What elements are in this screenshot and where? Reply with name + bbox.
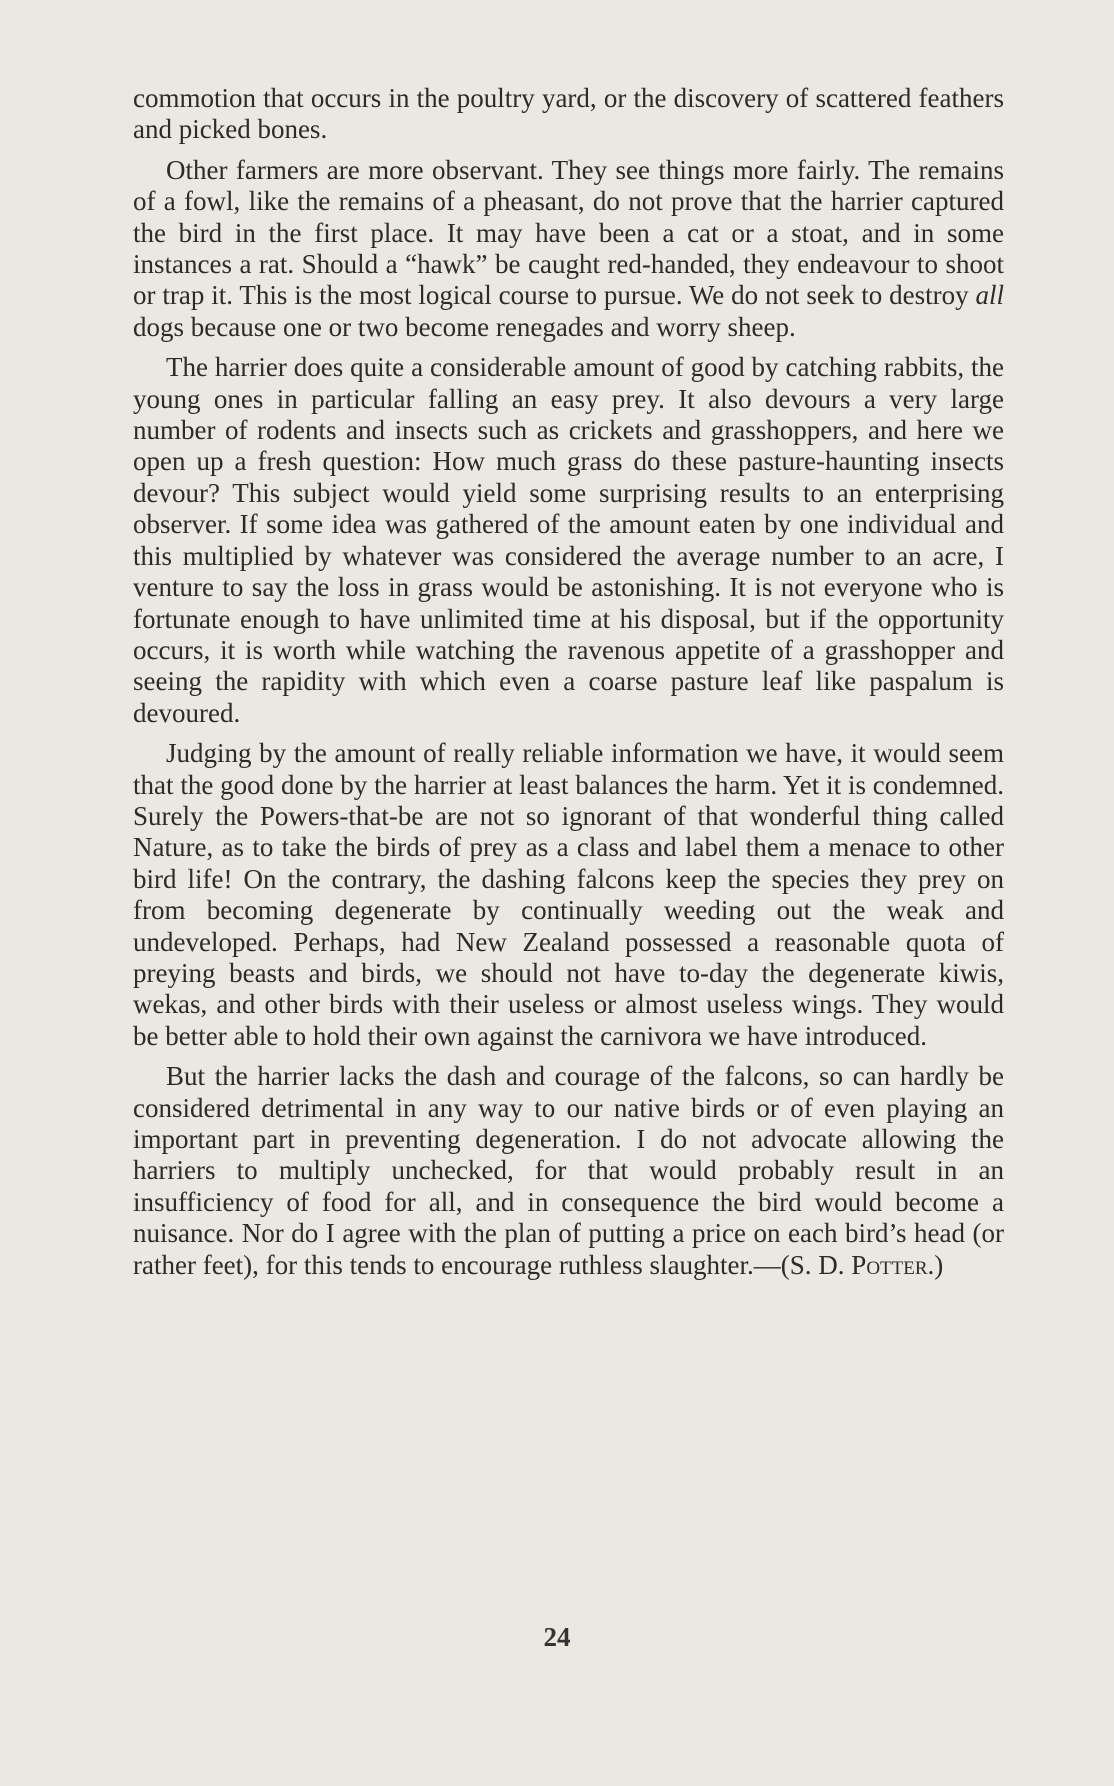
paragraph-5: But the harrier lacks the dash and courage of the falcons, so can hardly be considered detrimental in any way to our native birds or of even playing an important part in preventing degeneration. I do not advocate allowing the harriers to multiply unchecked, for that would probably result in an insufficiency of food for all, and in consequence the bird would become a nuisance. Nor do I agree with the plan of putting a price on each bird’s head (or rather feet), for this tends to encourage ruthless slaughter.—(S. D. Potter.) — [133, 1061, 1004, 1280]
italic-word: all — [975, 280, 1004, 311]
author-name: Potter — [851, 1249, 928, 1280]
page-number: 24 — [543, 1622, 571, 1652]
body-text — [133, 83, 1004, 1281]
paragraph-4: Judging by the amount of really reliable information we have, it would seem that the good done by the harrier at least balances the harm. Yet it is condemned. Surely the Powers-that-be are not so ignorant of that wonderful thing called Nature, as to take the birds of prey as a class and label them a menace to other bird life! On the contrary, the dashing falcons keep the species they prey on from becoming degenerate by continually weeding out the weak and undeveloped. Perhaps, had New Zealand possessed a reasonable quota of preying beasts and birds, we should not have to-day the degenerate kiwis, wekas, and other birds with their useless or almost useless wings. They would be better able to hold their own against the carnivora we have introduced. — [133, 738, 1004, 1051]
paragraph-1: commotion that occurs in the poultry yard, or the discovery of scattered feathers and picked bones. — [133, 83, 1004, 145]
paragraph-3: The harrier does quite a considerable amount of good by catching rabbits, the young ones in particular falling an easy prey. It also devours a very large number of rodents and insects such as crickets and grasshoppers, and here we open up a fresh question: How much grass do these pasture-haunting insects devour? This subject would yield some surprising results to an enterprising observer. If some idea was gathered of the amount eaten by one individual and this multiplied by whatever was considered the average number to an acre, I venture to say the loss in grass would be astonishing. It is not everyone who is fortunate enough to have unlimited time at his disposal, but if the opportunity occurs, it is worth while watching the ravenous appetite of a grasshopper and seeing the rapidity with which even a coarse pasture leaf like paspalum is devoured. — [133, 352, 1004, 728]
paragraph-2: Other farmers are more observant. They see things more fairly. The remains of a fowl, like the remains of a pheasant, do not prove that the harrier captured the bird in the first place. It may have been a cat or a stoat, and in some instances a rat. Should a “hawk” be caught red-handed, they endeavour to shoot or trap it. This is the most logical course to pursue. We do not seek to destroy all dogs because one or two become renegades and worry sheep. — [133, 154, 1004, 342]
